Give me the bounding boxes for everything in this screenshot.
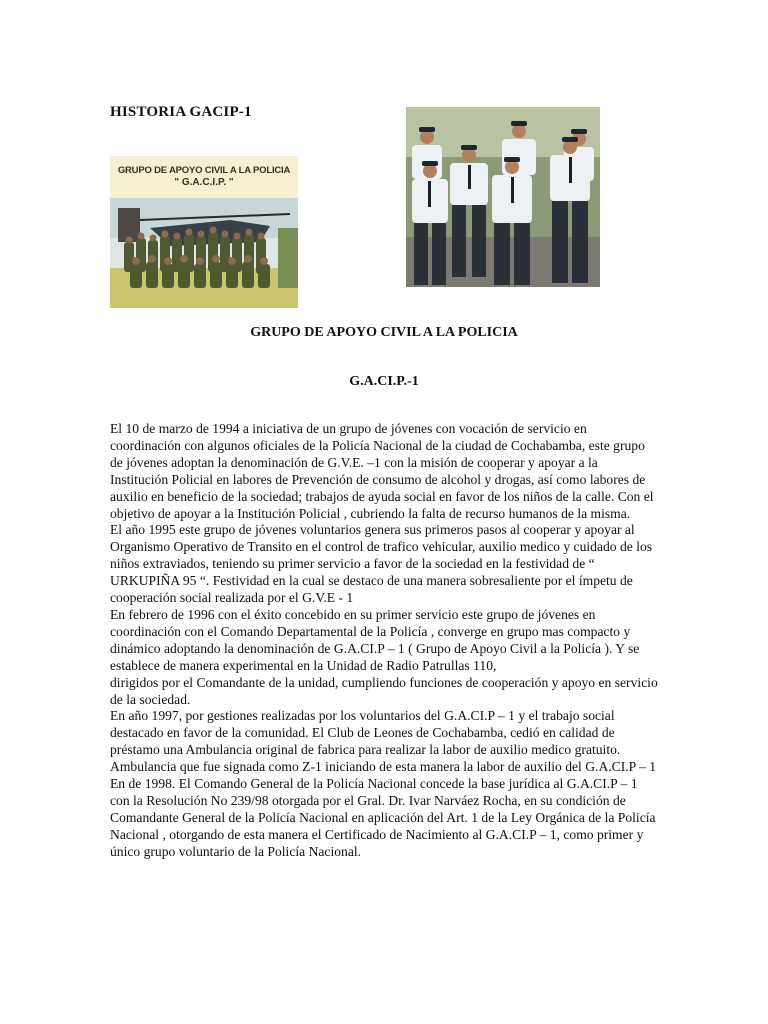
paragraph-1998: En de 1998. El Comando General de la Policía Nacional concede la base jurídica al G.A.CI.P – 1 con la Resolución No 239/98 otorgada por el Gral. Dr. Ivar Narváez Rocha, en su condición de Comandante General de la Policía Nacional en aplicación del Art. 1 de la Ley Orgánica de la Policía Nacional , otorgando de esta manera el Certificado de Nacimiento al G.A.CI.P – 1, como primer y único grupo voluntario de la Policía Nacional. <box>110 776 656 859</box>
paragraph-1994: El 10 de marzo de 1994 a iniciativa de un grupo de jóvenes con vocación de servicio en coordinación con algunos oficiales de la Policía Nacional de la ciudad de Cochabamba, este grupo de jóvenes adoptan la denominación de G.V.E. –1 con la misión de cooperar y apoyar a la Institución Policial en labores de Prevención de consumo de alcohol y drogas, así como labores de auxilio en beneficio de la sociedad; trabajos de ayuda social en favor de los niños de la calle. Con el objetivo de apoyar a la Institución Policial , cubriendo la falta de recurso humanos de la misma. <box>110 421 654 521</box>
photo-caption-line2: " G.A.C.I.P. " <box>174 177 234 188</box>
paragraph-1996: En febrero de 1996 con el éxito concebido en su primer servicio este grupo de jóvenes en coordinación con el Comando Departamental de la Policía , converge en grupo mas compacto y dinámico adoptando la denominación de G.A.CI.P – 1 ( Grupo de Apoyo Civil a la Policía ). Y se establece de manera experimental en la Unidad de Radio Patrullas 110, <box>110 606 640 673</box>
document-body <box>110 421 658 861</box>
photo-caption <box>110 156 298 198</box>
paragraph-1995: El año 1995 este grupo de jóvenes voluntarios genera sus primeros pasos al cooperar y apoyar al Organismo Operativo de Transito en el control de trafico vehicular, auxilio medico y cuidado de los niños extraviados, teniendo su primer servicio a favor de la sociedad en la festividad de “ URKUPIÑA 95 “. Festividad en la cual se destaco de una manera sobresaliente por el ímpetu de cooperación social realizada por el G.V.E - 1 <box>110 522 653 606</box>
document-subtitle: G.A.CI.P.-1 <box>349 374 419 389</box>
paragraph-1996-continued: dirigidos por el Comandante de la unidad, cumpliendo funciones de cooperación y apoyo en servicio de la sociedad. <box>110 674 658 707</box>
document-heading: HISTORIA GACIP-1 <box>110 104 252 120</box>
photo-caption-line1: GRUPO DE APOYO CIVIL A LA POLICIA <box>117 165 291 176</box>
paragraph-1997: En año 1997, por gestiones realizadas por los voluntarios del G.A.CI.P – 1 y el trabajo social destacado en favor de la comunidad. El Club de Leones de Cochabamba, cedió en calidad de préstamo una Ambulancia original de fabrica para realizar la labor de auxilio medico gratuito. Ambulancia que fue signada como Z-1 iniciando de esta manera la labor de auxilio del G.A.CI.P – 1 <box>110 708 657 775</box>
document-title: GRUPO DE APOYO CIVIL A LA POLICIA <box>250 325 518 340</box>
uniformed-group-photo <box>406 107 600 287</box>
group-photo-with-helicopter <box>110 156 298 308</box>
helicopter-group-illustration <box>110 198 298 308</box>
uniformed-group-illustration <box>406 107 600 287</box>
